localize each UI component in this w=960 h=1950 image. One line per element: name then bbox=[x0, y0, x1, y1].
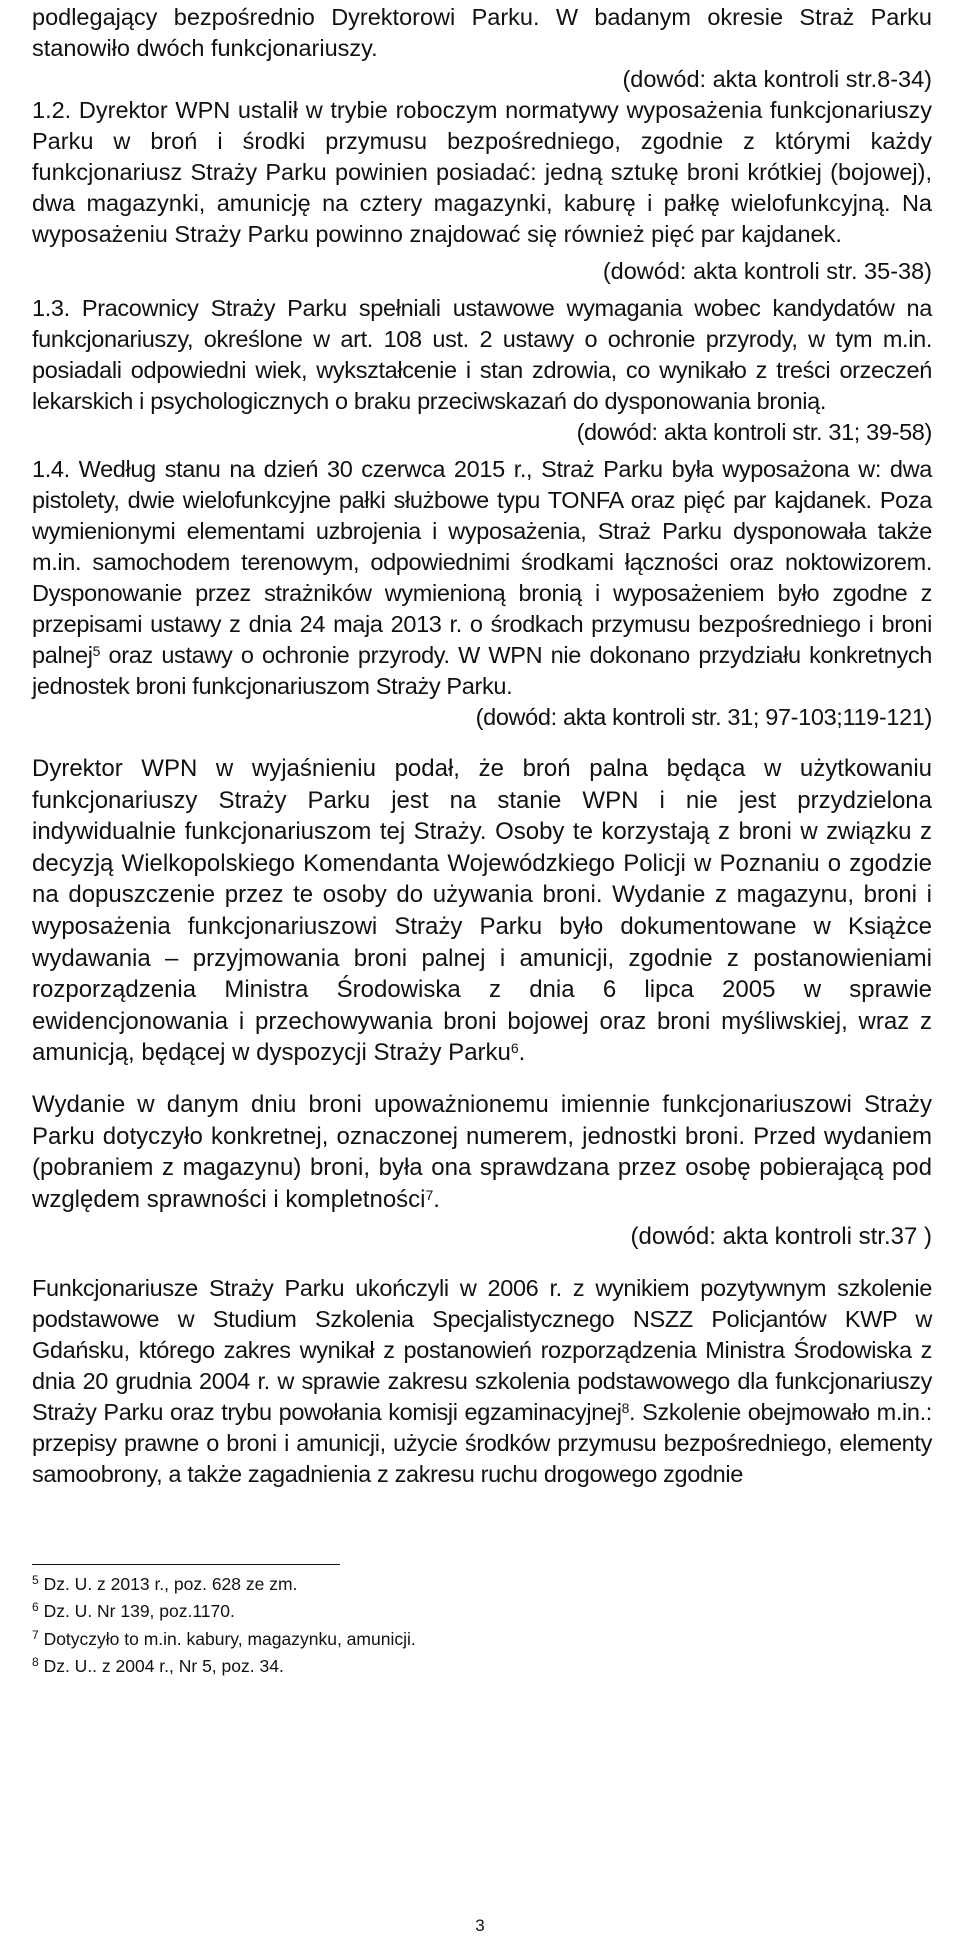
footnote-item bbox=[32, 1571, 932, 1599]
paragraph-1-4 bbox=[32, 454, 932, 733]
paragraph-text-part: . bbox=[433, 1185, 440, 1213]
paragraph-1-3 bbox=[32, 293, 932, 448]
evidence-reference: (dowód: akta kontroli str.37 ) bbox=[630, 1223, 932, 1251]
paragraph-weapon-issue bbox=[32, 1089, 932, 1253]
footnote-item bbox=[32, 1598, 932, 1626]
footnote-ref-7: 7 bbox=[425, 1186, 434, 1203]
paragraph-text bbox=[32, 753, 932, 1069]
footnotes bbox=[32, 1571, 932, 1681]
paragraph-text-part: Wydanie w danym dniu broni upoważnionemu imiennie funkcjonariuszowi Straży Parku dotyczyło konkretnej, oznaczonej numerem, jednostki broni. Przed wydaniem (pobraniem z magazynu) broni, była ona sprawdzana przez osobę pobierającą pod względem sprawności i kompletności bbox=[32, 1090, 932, 1213]
paragraph-director-explanation bbox=[32, 753, 932, 1069]
paragraph-text: 1.2. Dyrektor WPN ustalił w trybie roboczym normatywy wyposażenia funkcjonariuszy Parku w broń i środki przymusu bezpośredniego, zgodnie z którymi każdy funkcjonariusz Straży Parku powinien posiadać: jedną sztukę broni krótkiej (bojowej), dwa magazynki, amunicję na cztery magazynki, kaburę i pałkę wielofunkcyjną. Na wyposażeniu Straży Parku powinno znajdować się również pięć par kajdanek. bbox=[32, 97, 932, 247]
paragraph-1-2 bbox=[32, 95, 932, 287]
paragraph-text bbox=[32, 1089, 932, 1215]
footnote-number: 5 bbox=[32, 1572, 39, 1587]
footnote-item bbox=[32, 1653, 932, 1681]
paragraph-text-part: . bbox=[518, 1039, 526, 1067]
footnote-item bbox=[32, 1626, 932, 1654]
paragraph-training bbox=[32, 1273, 932, 1490]
paragraph-text bbox=[32, 1273, 932, 1490]
footnote-ref-8: 8 bbox=[621, 1399, 630, 1416]
evidence-reference: (dowód: akta kontroli str. 31; 97-103;119-121) bbox=[475, 704, 932, 730]
footnote-number: 8 bbox=[32, 1655, 39, 1670]
footnote-number: 7 bbox=[32, 1627, 39, 1642]
paragraph-intro bbox=[32, 2, 932, 95]
paragraph-text-part: . Szkolenie obejmowało m.in.: przepisy prawne o broni i amunicji, użycie środków przymusu bezpośredniego, elementy samoobrony, a także zagadnienia z zakresu ruchu drogowego zgodnie bbox=[32, 1398, 932, 1487]
paragraph-text: 1.3. Pracownicy Straży Parku spełniali ustawowe wymagania wobec kandydatów na funkcjonariuszy, określone w art. 108 ust. 2 ustawy o ochronie przyrody, w tym m.in. posiadali odpowiedni wiek, wykształcenie i stan zdrowia, co wynikało z treści orzeczeń lekarskich i psychologicznych o braku przeciwskazań do dysponowania bronią. bbox=[32, 295, 932, 414]
paragraph-text: podlegający bezpośrednio Dyrektorowi Parku. W badanym okresie Straż Parku stanowiło dwóch funkcjonariuszy. bbox=[32, 4, 932, 61]
evidence-reference: (dowód: akta kontroli str. 31; 39-58) bbox=[576, 419, 932, 445]
footnote-ref-5: 5 bbox=[92, 643, 101, 659]
footnote-text: Dz. U. Nr 139, poz.1170. bbox=[43, 1601, 235, 1622]
footnote-ref-6: 6 bbox=[510, 1040, 519, 1057]
evidence-reference: (dowód: akta kontroli str. 35-38) bbox=[602, 258, 932, 284]
page-number: 3 bbox=[475, 1916, 485, 1935]
paragraph-text-part: 1.4. Według stanu na dzień 30 czerwca 2015 r., Straż Parku była wyposażona w: dwa pistolety, dwie wielofunkcyjne pałki służbowe typu TONFA oraz pięć par kajdanek. Poza wymienionymi elementami uzbrojenia i wyposażenia, Straż Parku dysponowała także m.in. samochodem terenowym, odpowiednimi środkami łączności oraz noktowizorem. Dysponowanie przez strażników wymienioną bronią i wyposażeniem było zgodne z przepisami ustawy z dnia 24 maja 2013 r. o środkach przymusu bezpośredniego i broni palnej bbox=[32, 456, 932, 668]
footnote-text: Dz. U. z 2013 r., poz. 628 ze zm. bbox=[43, 1573, 298, 1594]
paragraph-text bbox=[32, 454, 932, 702]
footnote-separator bbox=[32, 1564, 340, 1565]
paragraph-text-part: Dyrektor WPN w wyjaśnieniu podał, że broń palna będąca w użytkowaniu funkcjonariuszy Straży Parku jest na stanie WPN i nie jest przydzielona indywidualnie funkcjonariuszom tej Straży. Osoby te korzystają z broni w związku z decyzją Wielkopolskiego Komendanta Wojewódzkiego Policji w Poznaniu o zgodzie na dopuszczenie przez te osoby do używania broni. Wydanie z magazynu, broni i wyposażenia funkcjonariuszowi Straży Parku było dokumentowane w Książce wydawania – przyjmowania broni palnej i amunicji, zgodnie z postanowieniami rozporządzenia Ministra Środowiska z dnia 6 lipca 2005 w sprawie ewidencjonowania i przechowywania broni bojowej oraz broni myśliwskiej, wraz z amunicją, będącej w dyspozycji Straży Parku bbox=[32, 755, 932, 1067]
paragraph-text-part: oraz ustawy o ochronie przyrody. W WPN nie dokonano przydziału konkretnych jednostek broni funkcjonariuszom Straży Parku. bbox=[32, 642, 932, 699]
evidence-reference: (dowód: akta kontroli str.8-34) bbox=[622, 66, 932, 92]
footnote-text: Dotyczyło to m.in. kabury, magazynku, amunicji. bbox=[43, 1628, 416, 1649]
paragraph-text-part: Funkcjonariusze Straży Parku ukończyli w 2006 r. z wynikiem pozytywnym szkolenie podstawowe w Studium Szkolenia Specjalistycznego NSZZ Policjantów KWP w Gdańsku, którego zakres wynikał z postanowień rozporządzenia Ministra Środowiska z dnia 20 grudnia 2004 r. w sprawie zakresu szkolenia podstawowego dla funkcjonariuszy Straży Parku oraz trybu powołania komisji egzaminacyjnej bbox=[32, 1274, 932, 1425]
footnote-text: Dz. U.. z 2004 r., Nr 5, poz. 34. bbox=[43, 1656, 284, 1677]
footnote-number: 6 bbox=[32, 1600, 39, 1615]
